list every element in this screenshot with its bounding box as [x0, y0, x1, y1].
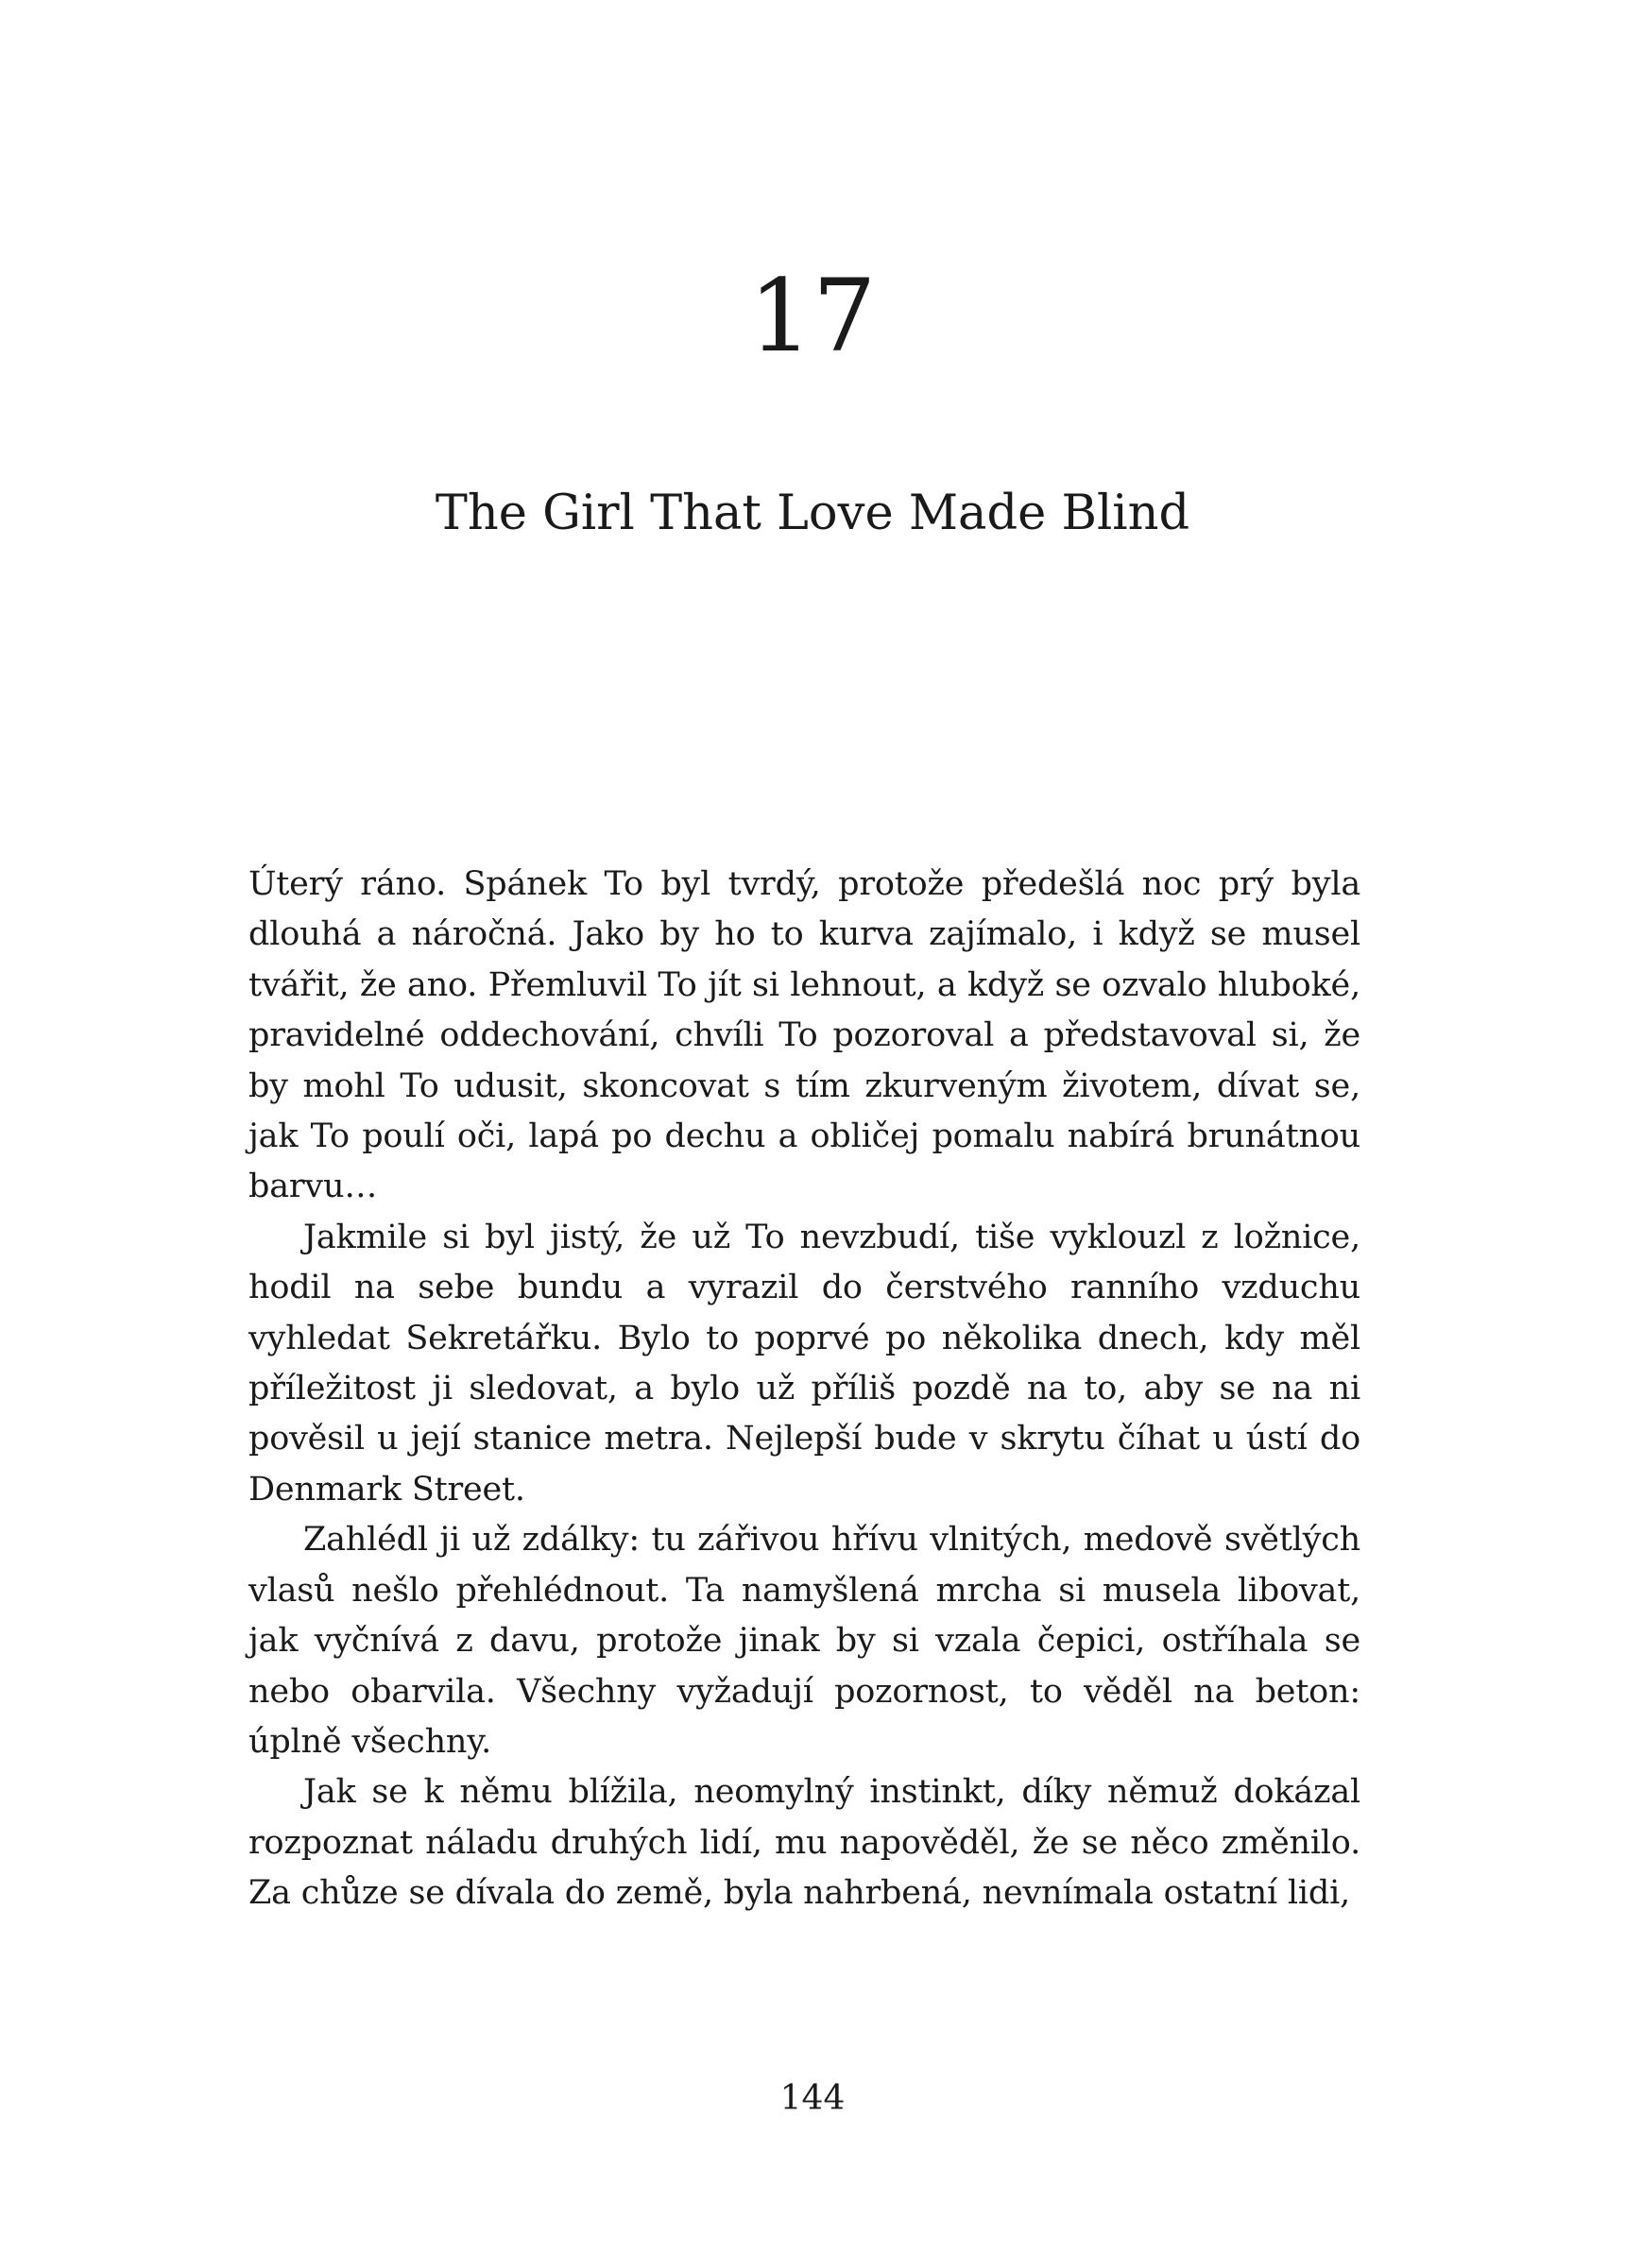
chapter-title: The Girl That Love Made Blind — [435, 486, 1190, 541]
paragraph: Jak se k němu blížila, neomylný instinkt, díky němuž dokázal rozpoznat náladu druhých lidí, mu napověděl, že se něco změnilo. Za chůze se dívala do země, byla nahrbená, nevnímala ostatní lidi, — [248, 1773, 1360, 1913]
page-number: 144 — [779, 2079, 846, 2118]
paragraph: Jakmile si byl jistý, že už To nevzbudí, tiše vyklouzl z ložnice, hodil na sebe bundu a vyrazil do čerstvého ranního vzduchu vyhledat Sekretářku. Bylo to poprvé po několika dnech, kdy měl příležitost ji sledovat, a bylo už příliš pozdě na to, aby se na ni pověsil u její stanice metra. Nejlepší bude v skrytu číhat u ústí do Denmark Street. — [248, 1218, 1360, 1509]
chapter-number: 17 — [748, 258, 877, 374]
paragraph: Úterý ráno. Spánek To byl tvrdý, protože předešlá noc prý byla dlouhá a náročná. Jako by ho to kurva zajímalo, i když se musel tvářit, že ano. Přemluvil To jít si lehnout, a když se ozvalo hluboké, pravidelné oddechování, chvíli To pozoroval a představoval si, že by mohl To udusit, skoncovat s tím zkurveným životem, dívat se, jak To poulí oči, lapá po dechu a obličej pomalu nabírá brunátnou barvu… — [248, 865, 1360, 1206]
paragraph: Zahlédl ji už zdálky: tu zářivou hřívu vlnitých, medově světlých vlasů nešlo přehlédnout. Ta namyšlená mrcha si musela libovat, jak vyčnívá z davu, protože jinak by si vzala čepici, ostříhala se nebo obarvila. Všechny vyžadují pozornost, to věděl na beton: úplně všechny. — [248, 1521, 1360, 1761]
chapter-body — [248, 860, 1360, 1919]
